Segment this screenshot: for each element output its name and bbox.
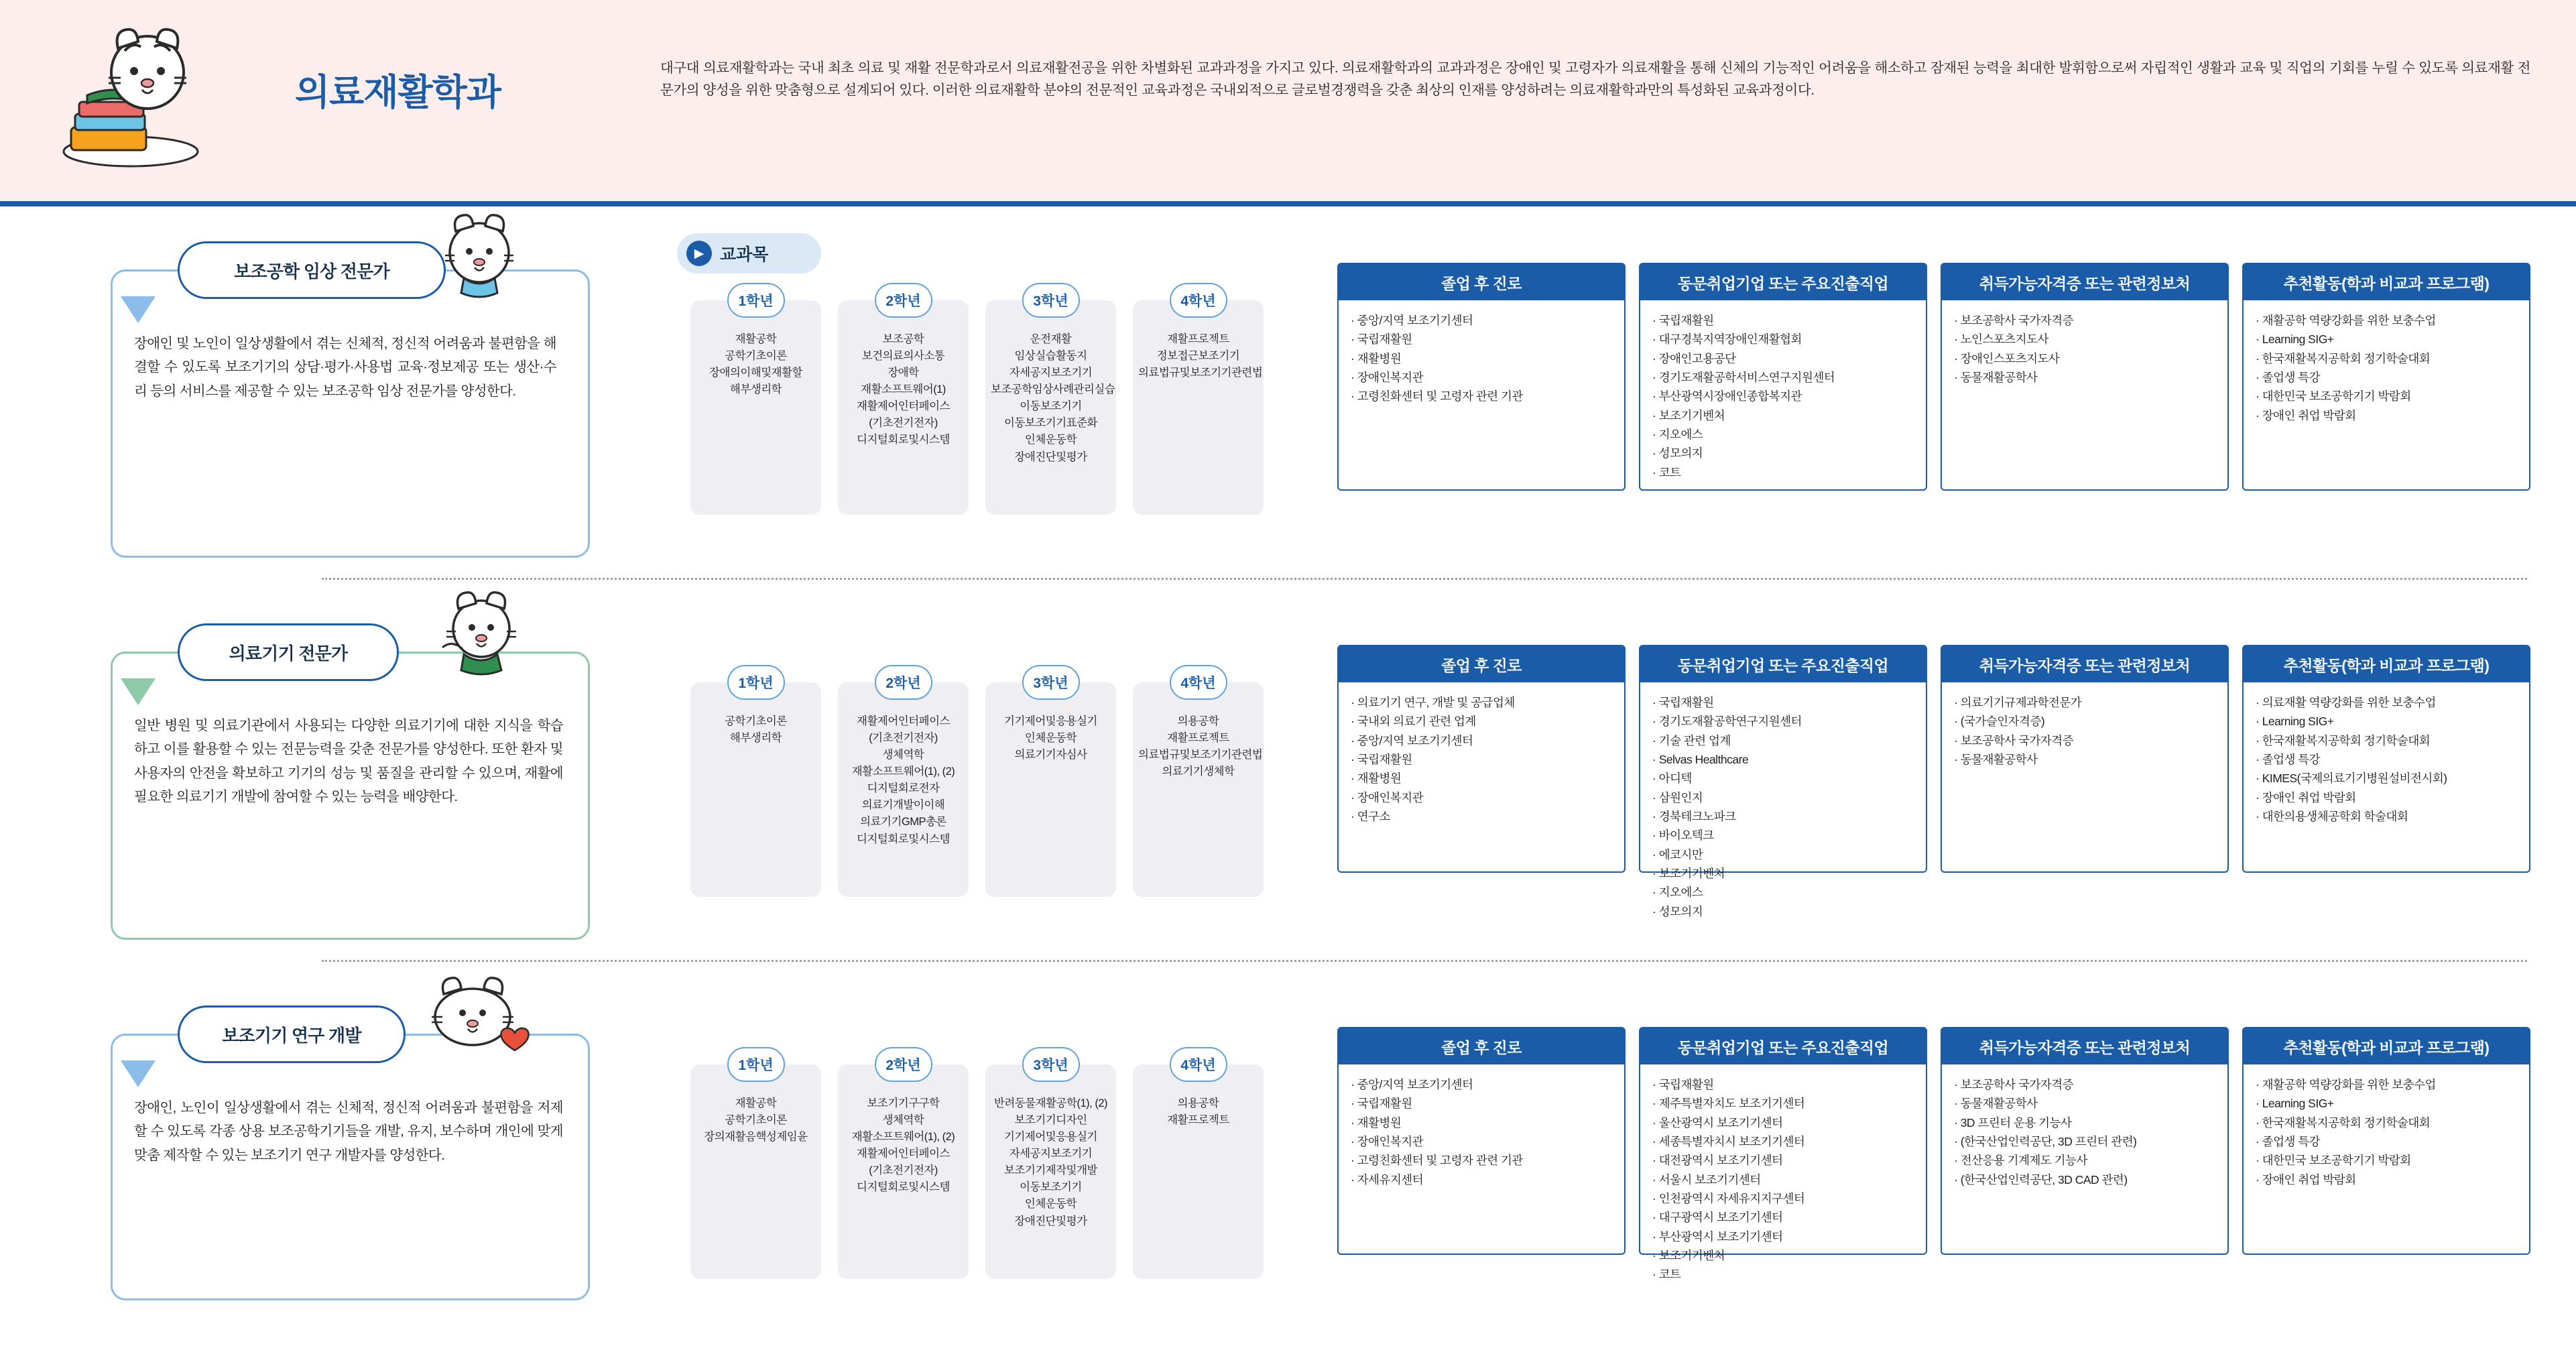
career-list: · 중앙/지역 보조기기센터 · 국립재활원 · 재활병원 · 장애인복지관 · 고령친화센터 및 고령자 관련 기관 [1351, 314, 1523, 404]
year-subject-list: 재활프로젝트 정보접근보조기기 의료법규및보조기기관련법 [1138, 333, 1263, 379]
section-card [111, 269, 590, 558]
activities-list: · 의료재활 역량강화를 위한 보충수업 · Learning SIG+ · 한국재활복지공학회 정기학술대회 · 졸업생 특강 · KIMES(국제의료기기병원설비전시회) · 장애인 취업 박람회 · 대한의용생체공학회 학술대회 [2256, 696, 2447, 824]
section-title: 보조기기 연구 개발 [222, 1025, 361, 1046]
department-title: 의료재활학과 [295, 72, 501, 113]
year-subject-list: 보조공학 보건의료의사소통 장애학 재활소프트웨어(1) 재활제어인터페이스 (기초전기전자) 디지털회로및시스템 [857, 333, 950, 446]
header-divider [0, 201, 2576, 206]
year-badge: 1학년 [727, 665, 785, 700]
companies-box [1639, 1027, 1927, 1282]
year-column-3 [985, 1058, 1116, 1279]
year-badge: 3학년 [1022, 1047, 1080, 1082]
companies-box-title: 동문취업기업 또는 주요진출직업 [1640, 1028, 1926, 1064]
year-badge: 2학년 [875, 665, 932, 700]
year-badge: 3학년 [1022, 665, 1080, 700]
year-column-3 [985, 676, 1116, 897]
department-description: 대구대 의료재활학과는 국내 최초 의료 및 재활 전문학과로서 의료재활전공을 위한 차별화된 교과과정을 가지고 있다. 의료재활학과의 교과과정은 장애인 및 고령자가 의료재활을 통해 신체의 기능적인 어려움을 해소하고 잠재된 능력을 최대한 발휘함으로써 자립적인 생활과 교육 및 직업의 기회를 누릴 수 있도록 의료재활 전문가의 양성을 위한 맞춤형으로 설계되어 있다. 이러한 의료재활학 분야의 전문적인 교육과정은 국내외적으로 글로벌경쟁력을 갖춘 최상의 인재를 양성하려는 의료재활학과만의 특성화된 교육과정이다. [660, 60, 2530, 99]
tiger-mascot-icon [429, 590, 530, 677]
tiger-mascot-icon [40, 20, 235, 181]
section-title: 보조공학 임상 전문가 [234, 261, 389, 282]
page-header [0, 0, 2576, 201]
certificates-list: · 의료기기규제과학전문가 · (국가슬인자격증) · 보조공학사 국가자격증 · 동물재활공학사 [1954, 696, 2082, 767]
section-description: 장애인 및 노인이 일상생활에서 겪는 신체적, 정신적 어려움과 불편함을 해결할 수 있도록 보조기기의 상담·평가·사용법 교육·정보제공 또는 생산·수리 등의 서비스를 제공할 수 있는 보조공학 임상 전문가를 양성한다. [134, 336, 556, 399]
year-subject-list: 공학기초이론 해부생리학 [725, 715, 787, 745]
year-badge: 3학년 [1022, 283, 1080, 318]
section-title: 의료기기 전문가 [229, 643, 348, 664]
year-subject-list: 의용공학 재활프로젝트 [1167, 1097, 1229, 1127]
subjects-tab-label: 교과목 [720, 245, 769, 264]
certificates-box-title: 취득가능자격증 또는 관련정보처 [1942, 1028, 2227, 1064]
year-column-4 [1133, 676, 1264, 897]
certificates-box [1941, 263, 2229, 491]
companies-list: · 국립재활원 · 경기도재활공학연구지원센터 · 기술 관련 업계 · Selvas Healthcare · 아디텍 · 삼원인지 · 경북테크노파크 · 바이오텍크 · 에코시만 · 보조기기벤처 · 지오에스 · 성모의지 [1652, 696, 1802, 918]
year-column-2 [838, 676, 969, 897]
section-title-badge [178, 241, 446, 299]
year-column-2 [838, 1058, 969, 1279]
year-column-4 [1133, 1058, 1264, 1279]
chevron-right-icon: ▶ [686, 241, 712, 266]
section-card [111, 1034, 590, 1300]
activities-box-title: 추천활동(학과 비교과 프로그램) [2244, 264, 2529, 300]
tiger-mascot-icon [409, 969, 536, 1056]
tiger-mascot-icon [429, 211, 530, 298]
year-subject-list: 재활공학 공학기초이론 장애의이해및재활할 해부생리학 [709, 333, 802, 396]
year-column-1 [690, 294, 821, 515]
year-subject-list: 기기제어및응용실기 인체운동학 의료기기자심사 [1004, 715, 1097, 761]
label-tail [121, 296, 156, 323]
year-badge: 1학년 [727, 283, 785, 318]
companies-list: · 국립재활원 · 제주특별자치도 보조기기센터 · 울산광역시 보조기기센터 · 세종특별자치시 보조기기센터 · 대전광역시 보조기기센터 · 서울시 보조기기센터 · 인천광역시 자세유지지구센터 · 대구광역시 보조기기센터 · 부산광역시 보조기기센터 · 보조기기벤처 · 코트 [1652, 1078, 1805, 1282]
year-badge: 1학년 [727, 1047, 785, 1082]
certificates-list: · 보조공학사 국가자격증 · 동물재활공학사 · 3D 프린터 운용 기능사 · (한국산업인력공단, 3D 프린터 관련) · 전산응용 기계제도 기능사 · (한국산업인력공단, 3D CAD 관련) [1954, 1078, 2137, 1186]
section-divider-1 [322, 578, 2527, 580]
companies-box [1639, 263, 1927, 491]
career-box [1337, 263, 1626, 491]
year-subject-list: 재활제어인터페이스 (기초전기전자) 생체역학 재활소프트웨어(1), (2) 디지털회로전자 의료기개발이이해 의료기기GMP총론 디지털회로및시스템 [851, 715, 955, 845]
year-subject-list: 운전재활 임상실습활동지 자세공지보조기기 보조공학임상사례관리실습 이동보조기기 이동보조기기표준화 인체운동학 장애진단및평가 [991, 333, 1115, 463]
section-title-badge [178, 623, 399, 681]
year-badge: 4학년 [1170, 283, 1227, 318]
activities-box-title: 추천활동(학과 비교과 프로그램) [2244, 1028, 2529, 1064]
companies-box-title: 동문취업기업 또는 주요진출직업 [1640, 646, 1926, 682]
certificates-box [1941, 645, 2229, 873]
career-box-title: 졸업 후 진로 [1339, 646, 1624, 682]
career-box [1337, 645, 1626, 873]
activities-list: · 재활공학 역량강화를 위한 보충수업 · Learning SIG+ · 한국재활복지공학회 정기학술대회 · 졸업생 특강 · 대한민국 보조공학기기 박람회 · 장애인 취업 박람회 [2256, 314, 2436, 422]
year-subject-list: 재활공학 공학기초이론 장의재활음핵성제임윤 [704, 1097, 808, 1144]
section-medical-device-expert [0, 603, 2576, 959]
year-column-4 [1133, 294, 1264, 515]
career-box [1337, 1027, 1626, 1255]
career-list: · 중앙/지역 보조기기센터 · 국립재활원 · 재활병원 · 장애인복지관 · 고령친화센터 및 고령자 관련 기관 · 자세유지센터 [1351, 1078, 1523, 1186]
career-list: · 의료기기 연구, 개발 및 공급업체 · 국내외 의료기 관련 업계 · 중앙/지역 보조기기센터 · 국립재활원 · 재활병원 · 장애인복지관 · 연구소 [1351, 696, 1515, 824]
activities-box [2242, 645, 2530, 873]
section-description: 장애인, 노인이 일상생활에서 겪는 신체적, 정신적 어려움과 불편함을 저제할 수 있도록 각종 상용 보조공학기기들을 개발, 유지, 보수하며 개인에 맞게 맞춤 제작할 수 있는 보조기기 연구 개발자를 양성한다. [134, 1100, 563, 1163]
year-column-3 [985, 294, 1116, 515]
year-subject-list: 의용공학 재활프로젝트 의료법규및보조기기관련법 의료기기생체학 [1138, 715, 1263, 778]
career-box-title: 졸업 후 진로 [1339, 264, 1624, 300]
year-column-1 [690, 1058, 821, 1279]
year-badge: 4학년 [1170, 1047, 1227, 1082]
section-description: 일반 병원 및 의료기관에서 사용되는 다양한 의료기기에 대한 지식을 학습하고 이를 활용할 수 있는 전문능력을 갖춘 전문가를 양성한다. 또한 환자 및 사용자의 안전을 확보하고 기기의 성능 및 품질을 관리할 수 있으며, 재활에 필요한 의료기기 개발에 참여할 수 있는 능력을 배양한다. [134, 718, 563, 804]
companies-box-title: 동문취업기업 또는 주요진출직업 [1640, 264, 1926, 300]
section-title-badge [178, 1005, 406, 1063]
section-divider-2 [322, 960, 2527, 962]
companies-box [1639, 645, 1927, 918]
year-badge: 4학년 [1170, 665, 1227, 700]
certificates-box-title: 취득가능자격증 또는 관련정보처 [1942, 646, 2227, 682]
activities-list: · 재활공학 역량강화를 위한 보충수업 · Learning SIG+ · 한국재활복지공학회 정기학술대회 · 졸업생 특강 · 대한민국 보조공학기기 박람회 · 장애인 취업 박람회 [2256, 1078, 2436, 1186]
companies-list: · 국립재활원 · 대구경북지역장애인재활협회 · 장애인고용공단 · 경기도재활공학서비스연구지원센터 · 부산광역시장애인종합복지관 · 보조기기벤처 · 지오에스 · 성모의지 · 코트 [1652, 314, 1835, 479]
certificates-box [1941, 1027, 2229, 1255]
section-assistive-device-rnd [0, 985, 2576, 1341]
year-subject-list: 반려동물재활공학(1), (2) 보조기기디자인 기기제어및응용실기 자세공지보조기기 보조기기제작및개발 이동보조기기 인체운동학 장애진단및평가 [993, 1097, 1107, 1227]
section-assistive-clinical-expert [0, 221, 2576, 576]
label-tail [121, 678, 156, 705]
activities-box [2242, 263, 2530, 491]
year-badge: 2학년 [875, 283, 932, 318]
year-column-2 [838, 294, 969, 515]
year-badge: 2학년 [875, 1047, 932, 1082]
certificates-box-title: 취득가능자격증 또는 관련정보처 [1942, 264, 2227, 300]
label-tail [121, 1060, 156, 1087]
certificates-list: · 보조공학사 국가자격증 · 노인스포츠지도사 · 장애인스포츠지도사 · 동물재활공학사 [1954, 314, 2074, 385]
year-subject-list: 보조기기구구학 생체역학 재활소프트웨어(1), (2) 재활제어인터페이스 (기초전기전자) 디지털회로및시스템 [851, 1097, 955, 1194]
year-column-1 [690, 676, 821, 897]
activities-box-title: 추천활동(학과 비교과 프로그램) [2244, 646, 2529, 682]
activities-box [2242, 1027, 2530, 1255]
career-box-title: 졸업 후 진로 [1339, 1028, 1624, 1064]
